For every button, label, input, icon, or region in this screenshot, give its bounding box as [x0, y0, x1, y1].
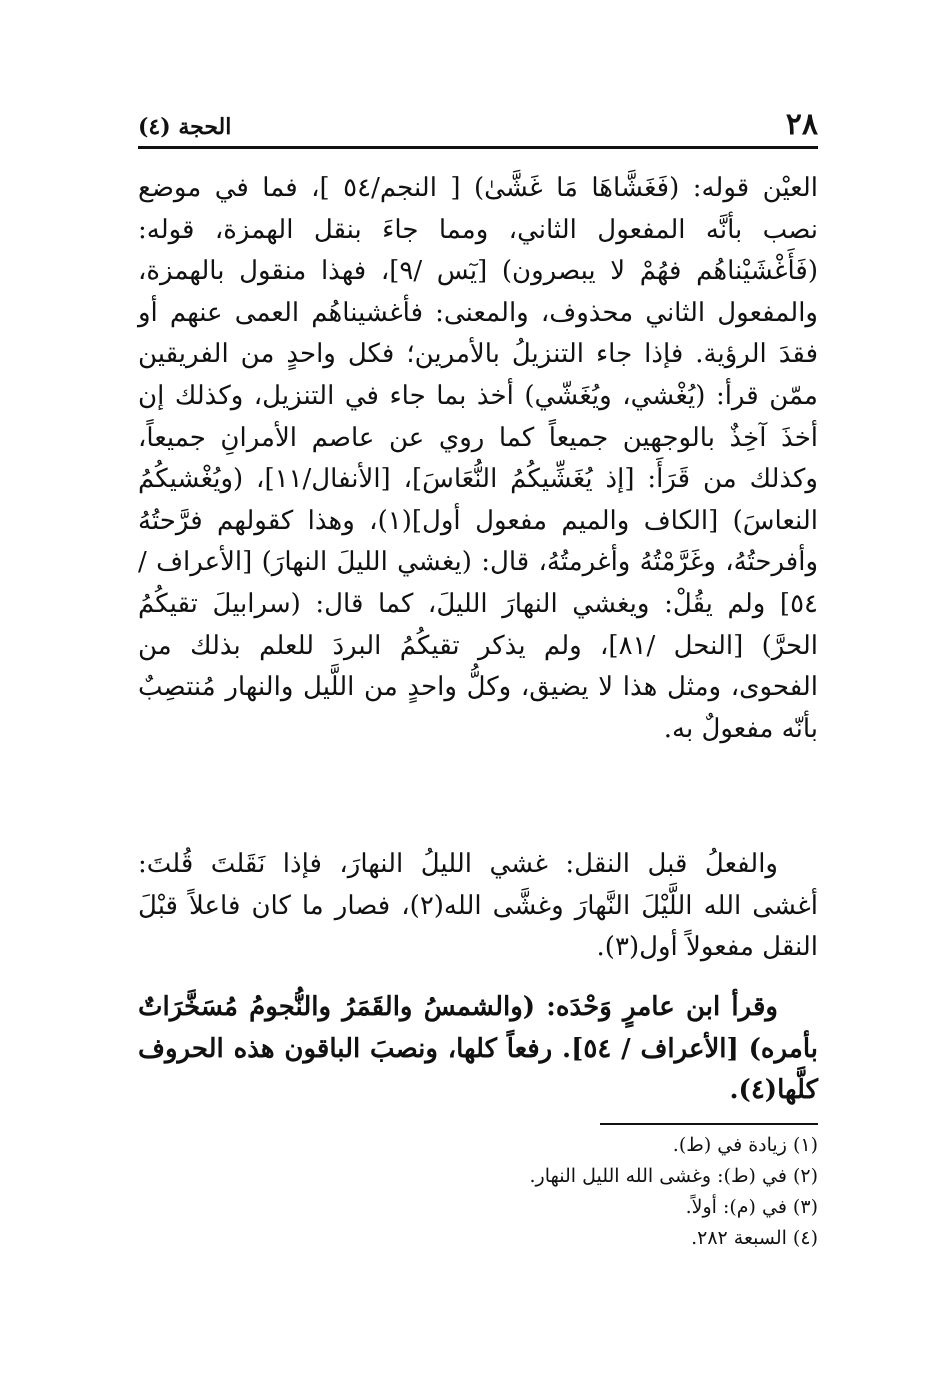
page-number: ٢٨: [785, 107, 818, 142]
footnote-rule: [600, 1123, 818, 1125]
paragraph-3: وقرأ ابن عامرٍ وَحْدَه: (والشمسُ والقَمَرُ والنُّجومُ مُسَخَّرَاتٌ بأمره) [الأعراف / ٥٤]. رفعاً كلها، ونصبَ الباقون هذه الحروف كلَّها(٤).: [138, 992, 818, 1106]
paragraph-2: والفعلُ قبل النقل: غشي الليلُ النهارَ، فإذا نَقَلتَ قُلتَ: أغشى الله اللَّيْلَ النَّهارَ وغشَّى الله(٢)، فصار ما كان فاعلاً قبْلَ النقل مفعولاً أول(٣).: [138, 849, 818, 963]
header-rule: [138, 146, 818, 149]
footnote-2: (٢) في (ط): وغشى الله الليل النهار.: [529, 1165, 818, 1187]
running-title: الحجة (٤): [138, 114, 232, 140]
footnote-4: (٤) السبعة ٢٨٢.: [691, 1227, 818, 1249]
footnotes: [300, 1130, 818, 1254]
main-text: [138, 168, 818, 1112]
footnote-3: (٣) في (م): أولاً.: [685, 1196, 818, 1218]
page-header: [138, 92, 818, 148]
footnote-1: (١) زيادة في (ط).: [672, 1134, 818, 1156]
paragraph-1: العيْن قوله: (فَغَشَّاهَا مَا غَشَّىٰ) [ النجم/٥٤ ]، فما في موضع نصب بأنَّه المفعول الثاني، ومما جاءَ بنقل الهمزة، قوله: (فَأَغْشَيْناهُم فهُمْ لا يبصرون) [يٓس /٩]، فهذا منقول بالهمزة، والمفعول الثاني محذوف، والمعنى: فأغشيناهُم العمى عنهم أو فقدَ الرؤية. فإذا جاء التنزيلُ بالأمرين؛ فكل واحدٍ من الفريقين ممّن قرأ: (يُغْشي، ويُغَشّي) أخذ بما جاء في التنزيل، وكذلك إن أخذَ آخِذٌ بالوجهين جميعاً كما روي عن عاصم الأمرانِ جميعاً، وكذلك من قَرَأَ: [إذ يُغَشِّيكُمُ النُّعَاسَ]، [الأنفال/١١]، (ويُغْشيكُمُ النعاسَ) [الكاف والميم مفعول أول](١)، وهذا كقولهم فرَّحتُهُ وأفرحتُهُ، وغَرَّمْتُهُ وأغرمتُهُ، قال: (يغشي الليلَ النهارَ) [الأعراف /٥٤] ولم يقُلْ: ويغشي النهارَ الليلَ، كما قال: (سرابيلَ تقيكُمُ الحرَّ) [النحل /٨١]، ولم يذكر تقيكُمُ البردَ للعلم بذلك من الفحوى، ومثل هذا لا يضيق، وكلُّ واحدٍ من اللَّيل والنهار مُنتصِبٌ بأنّه مفعولٌ به.: [138, 173, 819, 744]
